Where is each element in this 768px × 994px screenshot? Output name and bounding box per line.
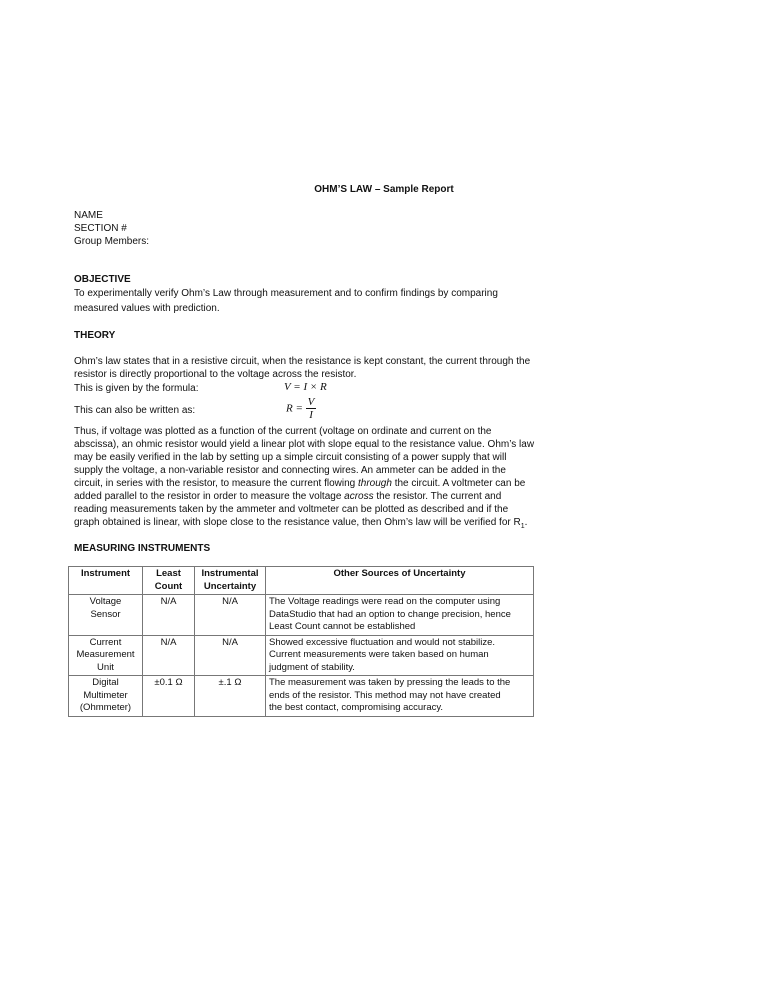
group-members-field: Group Members:: [74, 236, 150, 247]
instrument-cell: [69, 676, 143, 717]
theory-heading: THEORY: [74, 330, 116, 341]
section-field: SECTION #: [74, 223, 127, 234]
column-header-uncertainty: [195, 567, 266, 595]
objective-text: [74, 287, 530, 315]
other-sources-cell: [266, 635, 534, 676]
theory-body-line: [74, 490, 530, 503]
theory-body-line: [74, 477, 530, 490]
objective-line: measured values with prediction.: [74, 303, 220, 314]
cell-line: Measurement: [76, 649, 135, 660]
header-text: Least Count: [154, 568, 183, 592]
fraction-numerator: V: [307, 396, 315, 408]
cell-line: ends of the resistor. This method may not have created: [269, 689, 501, 701]
formula2-label: This can also be written as:: [74, 405, 196, 416]
theory-body-line: Thus, if voltage was plotted as a function of the current (voltage on ordinate and current on the: [74, 426, 492, 437]
cell-line: Current: [89, 636, 122, 648]
cell-line: Least Count cannot be established: [269, 621, 416, 632]
emphasis-through: through: [358, 478, 392, 489]
instruments-heading: MEASURING INSTRUMENTS: [74, 543, 211, 554]
theory-body-line: may be easily verified in the lab by setting up a simple circuit consisting of a power supply that will: [74, 452, 507, 463]
column-header-other: Other Sources of Uncertainty: [266, 567, 534, 595]
text-run: .: [524, 517, 528, 528]
least-count-cell: ±0.1 Ω: [143, 676, 195, 717]
instruments-table: [68, 566, 534, 717]
formula-r-equals-v-over-i: [286, 396, 316, 421]
uncertainty-cell: N/A: [195, 635, 266, 676]
other-sources-cell: [266, 676, 534, 717]
report-title: OHM’S LAW – Sample Report: [314, 184, 454, 195]
text-run: the circuit. A voltmeter can be: [391, 478, 526, 489]
text-run: graph obtained is linear, with slope close to the resistance value, then Ohm’s law will be verified for R: [74, 517, 521, 528]
theory-body-line: reading measurements taken by the ammeter and voltmeter can be plotted as described and if the: [74, 504, 509, 515]
cell-line: Unit: [97, 661, 114, 673]
formula-v-equals-ir: V = I × R: [284, 381, 327, 393]
objective-heading: OBJECTIVE: [74, 274, 131, 285]
theory-body: [74, 425, 535, 533]
theory-body-line: abscissa), an ohmic resistor would yield a linear plot with slope equal to the resistance value. Ohm’s law: [74, 439, 535, 450]
theory-body-line: supply the voltage, a non-variable resistor and connecting wires. An ammeter can be added in the: [74, 465, 506, 476]
table-row: [69, 676, 534, 717]
theory-intro-line: resistor is directly proportional to the voltage across the resistor.: [74, 369, 357, 380]
least-count-cell: N/A: [143, 595, 195, 636]
theory-intro-line: Ohm’s law states that in a resistive circuit, when the resistance is kept constant, the current through the: [74, 356, 531, 367]
fraction: [306, 396, 317, 421]
cell-line: Multimeter: [83, 689, 128, 701]
objective-line: To experimentally verify Ohm’s Law through measurement and to confirm findings by comparing: [74, 288, 498, 299]
formula2-lhs: R =: [286, 402, 303, 415]
cell-line: Showed excessive fluctuation and would not stabilize.: [269, 636, 496, 648]
cell-line: The Voltage readings were read on the computer using: [269, 596, 501, 607]
theory-body-line: [74, 516, 530, 533]
column-header-least-count: [143, 567, 195, 595]
text-run: the resistor. The current and: [373, 491, 502, 502]
emphasis-across: across: [344, 491, 374, 502]
subscript: 1: [520, 523, 525, 530]
cell-line: DataStudio that had an option to change precision, hence: [269, 608, 511, 620]
cell-line: The measurement was taken by pressing the leads to the: [269, 677, 511, 688]
other-sources-cell: [266, 595, 534, 636]
instrument-cell: [69, 595, 143, 636]
table-header-row: [69, 567, 534, 595]
least-count-cell: N/A: [143, 635, 195, 676]
name-field: NAME: [74, 210, 103, 221]
cell-line: Current measurements were taken based on human: [269, 649, 489, 660]
text-run: added parallel to the resistor in order to measure the voltage: [74, 491, 345, 502]
fraction-denominator: I: [309, 409, 313, 421]
theory-intro: [74, 355, 530, 381]
column-header-instrument: Instrument: [69, 567, 143, 595]
cell-line: judgment of stability.: [269, 661, 355, 673]
text-run: circuit, in series with the resistor, to measure the current flowing: [74, 478, 359, 489]
formula1-label: This is given by the formula:: [74, 383, 199, 394]
cell-line: the best contact, compromising accuracy.: [269, 702, 444, 713]
table-row: [69, 635, 534, 676]
instrument-cell: [69, 635, 143, 676]
table-row: [69, 595, 534, 636]
uncertainty-cell: N/A: [195, 595, 266, 636]
cell-line: Sensor: [90, 608, 121, 620]
cell-line: Digital: [92, 677, 119, 688]
cell-line: (Ohmmeter): [79, 702, 132, 713]
header-text: Instrumental Uncertainty: [201, 568, 259, 592]
cell-line: Voltage: [89, 596, 122, 607]
uncertainty-cell: ±.1 Ω: [195, 676, 266, 717]
